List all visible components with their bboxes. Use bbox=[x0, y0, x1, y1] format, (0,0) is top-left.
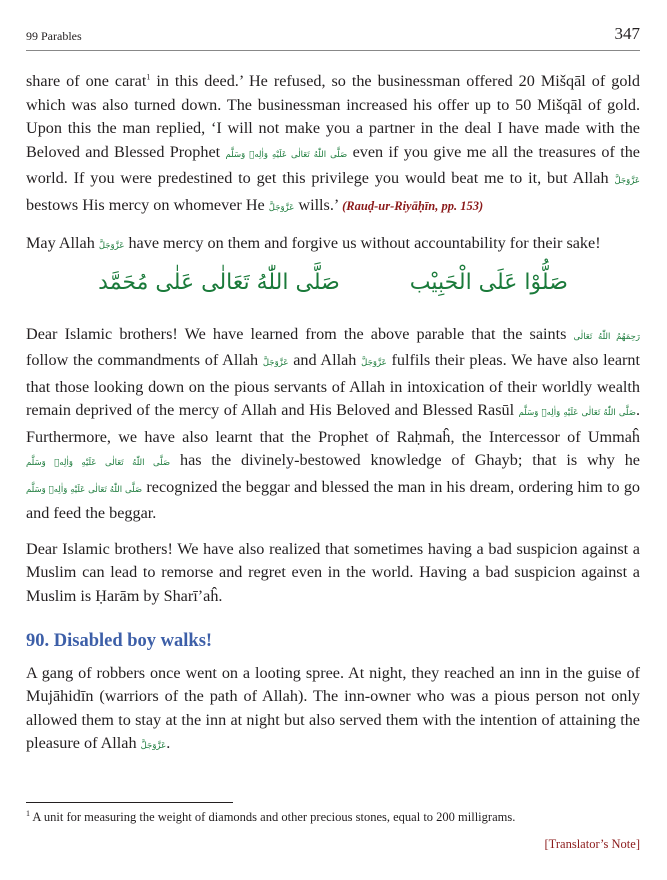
text-run: A gang of robbers once went on a looting spree. At night, they reached an inn in the guise of Mujāhidīn (warriors of the path of Allah). The inn-owner who was a pious person not only allowed them to stay at the inn at night but also served them with the intention of attaining the pleasure of Allah bbox=[26, 663, 640, 752]
arabic-salutation: صَلَّى اللّٰهُ تَعَالٰى عَلَيْهِ وَاٰلِهٖ وَسَلَّم bbox=[225, 149, 348, 160]
salat-line bbox=[26, 265, 640, 301]
book-title: 99 Parables bbox=[26, 29, 82, 43]
citation: (Rauḍ-ur-Riyāḥīn, pp. 153) bbox=[342, 198, 484, 213]
text-run: wills.’ bbox=[294, 195, 343, 214]
paragraph-3 bbox=[26, 323, 640, 526]
text-run: and Allah bbox=[288, 351, 362, 369]
page-number: 347 bbox=[614, 24, 640, 43]
paragraph-5 bbox=[26, 662, 640, 759]
text-run: in this deed.’ He refused, so the businessman offered 20 Mišqāl of gold which was also turned down. The businessman increased his offer up to 50 Mišqāl of gold. Upon this the man replied, ‘I will not make you a partner in the deal I have made with the Beloved and Blessed Prophet bbox=[26, 72, 640, 161]
text-run: have mercy on them and forgive us without accountability for their sake! bbox=[124, 234, 601, 252]
text-run: even if you give me all the treasures of the world. If you were predestined to get this privilege you would beat me to it, but Allah bbox=[26, 142, 640, 187]
arabic-honorific: عَزَّوَجَلَّ bbox=[361, 358, 387, 368]
text-run: . bbox=[166, 734, 171, 752]
footnote-marker: 1 bbox=[146, 72, 151, 82]
paragraph-2 bbox=[26, 232, 640, 259]
arabic-honorific: عَزَّوَجَلَّ bbox=[140, 741, 167, 751]
running-header bbox=[26, 24, 640, 51]
arabic-salutation: صَلَّى اللّٰهُ تَعَالٰى عَلَيْهِ وَاٰلِهٖ وَسَلَّم bbox=[26, 484, 143, 495]
text-run: fulfils their pleas. We have also learnt that those looking down on the pious servants of Allah in intoxication of their worldly wealth remain deprived of the mercy of Allah and His Beloved and Blessed Rasūl bbox=[26, 351, 640, 419]
text-run: . Furthermore, we have also learnt that the Prophet of Raḥmaĥ, the Intercessor of Ummaĥ bbox=[26, 401, 640, 446]
arabic-salutation: صَلَّى اللّٰهُ تَعَالٰى عَلَيْهِ وَاٰلِهٖ وَسَلَّم bbox=[518, 408, 636, 418]
text-run: Dear Islamic brothers! We have learned from the above parable that the saints bbox=[26, 324, 574, 343]
salat-left: صَلَّى اللّٰهُ تَعَالٰى عَلٰى مُحَمَّد bbox=[98, 269, 340, 295]
section-heading: 90. Disabled boy walks! bbox=[26, 631, 213, 651]
footnote-number: 1 bbox=[26, 808, 30, 818]
arabic-honorific: عَزَّوَجَلَّ bbox=[268, 202, 295, 213]
arabic-honorific: عَزَّوَجَلَّ bbox=[98, 241, 125, 251]
text-run: bestows His mercy on whomever He bbox=[26, 195, 269, 214]
text-run: follow the commandments of Allah bbox=[26, 351, 263, 369]
paragraph-4: Dear Islamic brothers! We have also realized that sometimes having a bad suspicion against a Muslim can lead to remorse and regret even in the world. Having a bad suspicion against a Muslim is Ḥarām by Sharī’aĥ. bbox=[26, 539, 640, 605]
arabic-honorific: عَزَّوَجَلَّ bbox=[262, 358, 289, 368]
footnote-text: A unit for measuring the weight of diamonds and other precious stones, equal to 200 milligrams. bbox=[30, 810, 516, 824]
footnote bbox=[26, 810, 640, 825]
text-run: May Allah bbox=[26, 234, 99, 252]
text-run: recognized the beggar and blessed the man in his dream, ordering him to go and feed the beggar. bbox=[26, 477, 641, 522]
paragraph-1 bbox=[26, 70, 640, 220]
arabic-honorific: عَزَّوَجَلَّ bbox=[614, 176, 640, 186]
salat-right: صَلُّوْا عَلَى الْحَبِيْب bbox=[409, 269, 568, 295]
arabic-salutation: صَلَّى اللّٰهُ تَعَالٰى عَلَيْهِ وَاٰلِهٖ وَسَلَّم bbox=[26, 458, 171, 468]
translator-note: [Translator’s Note] bbox=[544, 837, 640, 851]
text-run: has the divinely-bestowed knowledge of Ghayb; that is why he bbox=[170, 451, 640, 469]
body-text bbox=[26, 70, 640, 771]
footnote-divider bbox=[26, 802, 233, 803]
arabic-honorific: رَحِمَهُمُ اللّٰهُ تَعَالٰى bbox=[573, 331, 640, 342]
text-run: share of one carat bbox=[26, 72, 147, 90]
